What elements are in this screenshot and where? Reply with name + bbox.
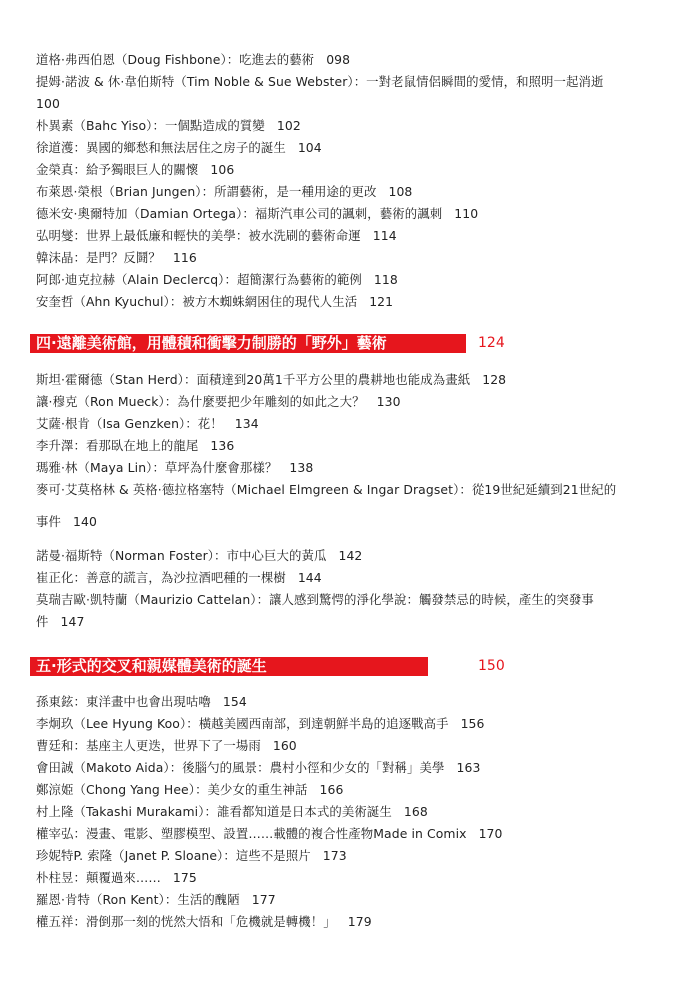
toc-entry: 韓沫晶：是門？反鬪？ 116 (36, 250, 197, 265)
toc-entry: 事件 140 (36, 514, 97, 529)
toc-entry: 徐道濩：異國的鄉愁和無法居住之房子的誕生 104 (36, 140, 322, 155)
toc-entry: 曹廷和：基座主人更迭，世界下了一場雨 160 (36, 738, 297, 753)
toc-entry: 艾薩·根肯（Isa Genzken）：花！ 134 (36, 416, 259, 431)
toc-entry: 提姆·諾波 & 休·韋伯斯特（Tim Noble & Sue Webster）：一對老鼠情侶瞬間的愛情，和照明一起消逝 (36, 74, 604, 89)
toc-entry: 崔正化：善意的謊言，為沙拉酒吧種的一棵樹 144 (36, 570, 322, 585)
section-title: 四·遠離美術館，用體積和衝擊力制勝的「野外」藝術 (36, 334, 387, 352)
section-page-number: 124 (478, 335, 505, 351)
toc-entry: 朴異素（Bahc Yiso）：一個點造成的質變 102 (36, 118, 301, 133)
toc-entry: 安奎哲（Ahn Kyuchul）：被方木蜘蛛網困住的現代人生活 121 (36, 294, 394, 309)
toc-entry: 鄭涼姫（Chong Yang Hee）：美少女的重生神話 166 (36, 782, 344, 797)
toc-entry: 弘明燮：世界上最低廉和輕快的美學：被水洗刷的藝術命運 114 (36, 228, 397, 243)
section-page-number: 150 (478, 658, 505, 674)
toc-entry: 德米安·奧爾特加（Damian Ortega）：福斯汽車公司的諷刺，藝術的諷刺 110 (36, 206, 479, 221)
toc-entry: 阿郎·迪克拉赫（Alain Declercq）：超簡潔行為藝術的範例 118 (36, 272, 398, 287)
section-title: 五·形式的交叉和親媒體美術的誕生 (36, 657, 267, 675)
toc-entry: 道格·弗西伯恩（Doug Fishbone）：吃進去的藝術 098 (36, 52, 351, 67)
toc-entry: 讓·穆克（Ron Mueck）：為什麼要把少年雕刻的如此之大？ 130 (36, 394, 401, 409)
toc-entry: 羅恩·肯特（Ron Kent）：生活的醜陋 177 (36, 892, 276, 907)
toc-entry: 朴柱昱：顛覆過來…… 175 (36, 870, 197, 885)
toc-entry: 會田誠（Makoto Aida）：後腦勺的風景：農村小徑和少女的「對稱」美學 163 (36, 760, 481, 775)
toc-entry: 麥可·艾莫格林 & 英格·德拉格塞特（Michael Elmgreen & Ingar Dragset）：從19世紀延續到21世紀的 (36, 482, 617, 497)
toc-entry: 權宰弘：漫畫、電影、塑膠模型、設置……載體的複合性產物Made in Comix 170 (36, 826, 503, 841)
toc-entry: 金榮真：給予獨眼巨人的關懷 106 (36, 162, 235, 177)
toc-entry: 珍妮特P. 索隆（Janet P. Sloane）：這些不是照片 173 (36, 848, 347, 863)
toc-entry: 孫東鉉：東洋畫中也會出現咕嚕 154 (36, 694, 247, 709)
toc-entry: 莫瑞吉歐·凱特蘭（Maurizio Cattelan）：讓人感到驚愕的淨化學說：觸發禁忌的時候，產生的突發事 (36, 592, 594, 607)
toc-entry: 斯坦·霍爾德（Stan Herd）：面積達到20萬1千平方公里的農耕地也能成為畫紙 128 (36, 372, 507, 387)
toc-entry: 100 (36, 96, 60, 111)
toc-entry: 件 147 (36, 614, 85, 629)
toc-entry: 瑪雅·林（Maya Lin）：草坪為什麼會那樣？ 138 (36, 460, 314, 475)
toc-entry: 李炯玖（Lee Hyung Koo）：橫越美國西南部，到達朝鮮半島的追逐戰高手 156 (36, 716, 485, 731)
toc-entry: 布萊恩·榮根（Brian Jungen）：所謂藝術，是一種用途的更改 108 (36, 184, 413, 199)
toc-entry: 李升澤：看那臥在地上的龍尾 136 (36, 438, 235, 453)
toc-entry: 村上隆（Takashi Murakami）：誰看都知道是日本式的美術誕生 168 (36, 804, 428, 819)
toc-entry: 權五祥：滑倒那一刻的恍然大悟和「危機就是轉機！」 179 (36, 914, 372, 929)
toc-entry: 諾曼·福斯特（Norman Foster）：市中心巨大的黃瓜 142 (36, 548, 363, 563)
